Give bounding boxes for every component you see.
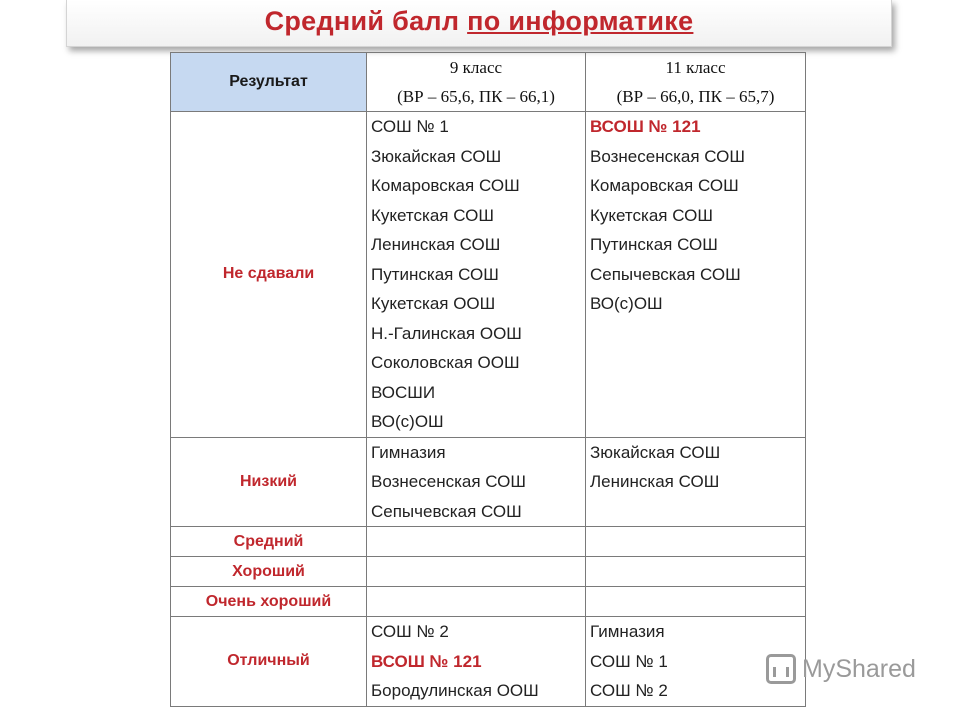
header-grade9-cell [367, 53, 586, 112]
table-row [171, 587, 806, 617]
grade11-cell [586, 557, 806, 587]
table-row [171, 437, 806, 527]
list-item-highlighted: ВСОШ № 121 [590, 117, 701, 136]
list-item: ВОСШИ [371, 382, 436, 402]
list-item: СОШ № 1 [371, 117, 449, 136]
result-label: Отличный [227, 652, 310, 670]
list-item: Вознесенская СОШ [590, 146, 745, 166]
result-cell [171, 437, 367, 527]
result-cell [171, 527, 367, 557]
list-item: Соколовская ООШ [371, 353, 520, 372]
table-row [171, 557, 806, 587]
results-table [170, 52, 806, 707]
title-part2: по информатике [467, 6, 694, 36]
header-result-cell [171, 53, 367, 112]
list-item-highlighted: ВСОШ № 121 [371, 651, 482, 671]
result-cell [171, 587, 367, 617]
table-row [171, 527, 806, 557]
grade9-cell [367, 112, 586, 438]
result-label: Средний [233, 532, 304, 550]
list-item: Комаровская СОШ [590, 176, 739, 195]
title-part1: Средний балл [264, 6, 460, 36]
list-item: Кукетская СОШ [590, 205, 713, 225]
grade11-cell [586, 527, 806, 557]
list-item: СОШ № 2 [371, 622, 449, 641]
list-item: Комаровская СОШ [371, 176, 520, 195]
header-grade9-title: 9 класс [449, 58, 503, 77]
list-item: Кукетская ООШ [371, 294, 496, 313]
header-row [171, 53, 806, 112]
result-cell [171, 557, 367, 587]
result-label: Хороший [232, 562, 305, 580]
list-item: Ленинская СОШ [371, 235, 501, 254]
table-row [171, 617, 806, 707]
grade11-cell [586, 587, 806, 617]
result-label: Низкий [239, 472, 298, 490]
list-item: Ленинская СОШ [590, 472, 720, 491]
page-title [67, 6, 891, 37]
grade9-cell [367, 557, 586, 587]
watermark-text: MyShared [802, 654, 916, 683]
result-cell [171, 112, 367, 438]
grade9-cell [367, 587, 586, 617]
list-item: Сепычевская СОШ [590, 264, 741, 284]
header-grade11-title: 11 класс [665, 58, 726, 77]
result-label: Не сдавали [222, 265, 315, 283]
list-item: Сепычевская СОШ [371, 501, 522, 521]
list-item: Кукетская СОШ [371, 205, 494, 225]
list-item: Путинская СОШ [371, 264, 499, 284]
list-item: СОШ № 2 [590, 681, 668, 700]
list-item: Н.-Галинская ООШ [371, 323, 522, 343]
grade9-cell [367, 527, 586, 557]
header-result: Результат [229, 73, 308, 90]
list-item: Путинская СОШ [590, 235, 718, 254]
grade11-cell [586, 437, 806, 527]
table-row [171, 112, 806, 438]
list-item: Гимназия [371, 442, 446, 462]
grade9-cell [367, 617, 586, 707]
list-item: СОШ № 1 [590, 651, 668, 671]
list-item: ВО(с)ОШ [371, 412, 444, 431]
list-item: Вознесенская СОШ [371, 472, 526, 491]
list-item: ВО(с)ОШ [590, 294, 663, 313]
header-grade11-scores: (ВР – 66,0, ПК – 65,7) [616, 87, 775, 106]
list-item: Зюкайская СОШ [371, 146, 502, 166]
header-grade11-cell [586, 53, 806, 112]
watermark [766, 654, 916, 684]
list-item: Гимназия [590, 622, 665, 641]
result-cell [171, 617, 367, 707]
grade11-cell [586, 112, 806, 438]
title-bar [66, 0, 892, 47]
list-item: Бородулинская ООШ [371, 681, 539, 700]
list-item: Зюкайская СОШ [590, 442, 721, 462]
grade9-cell [367, 437, 586, 527]
myshared-logo-icon [766, 654, 796, 684]
result-label: Очень хороший [205, 592, 332, 610]
header-grade9-scores: (ВР – 65,6, ПК – 66,1) [397, 87, 555, 106]
